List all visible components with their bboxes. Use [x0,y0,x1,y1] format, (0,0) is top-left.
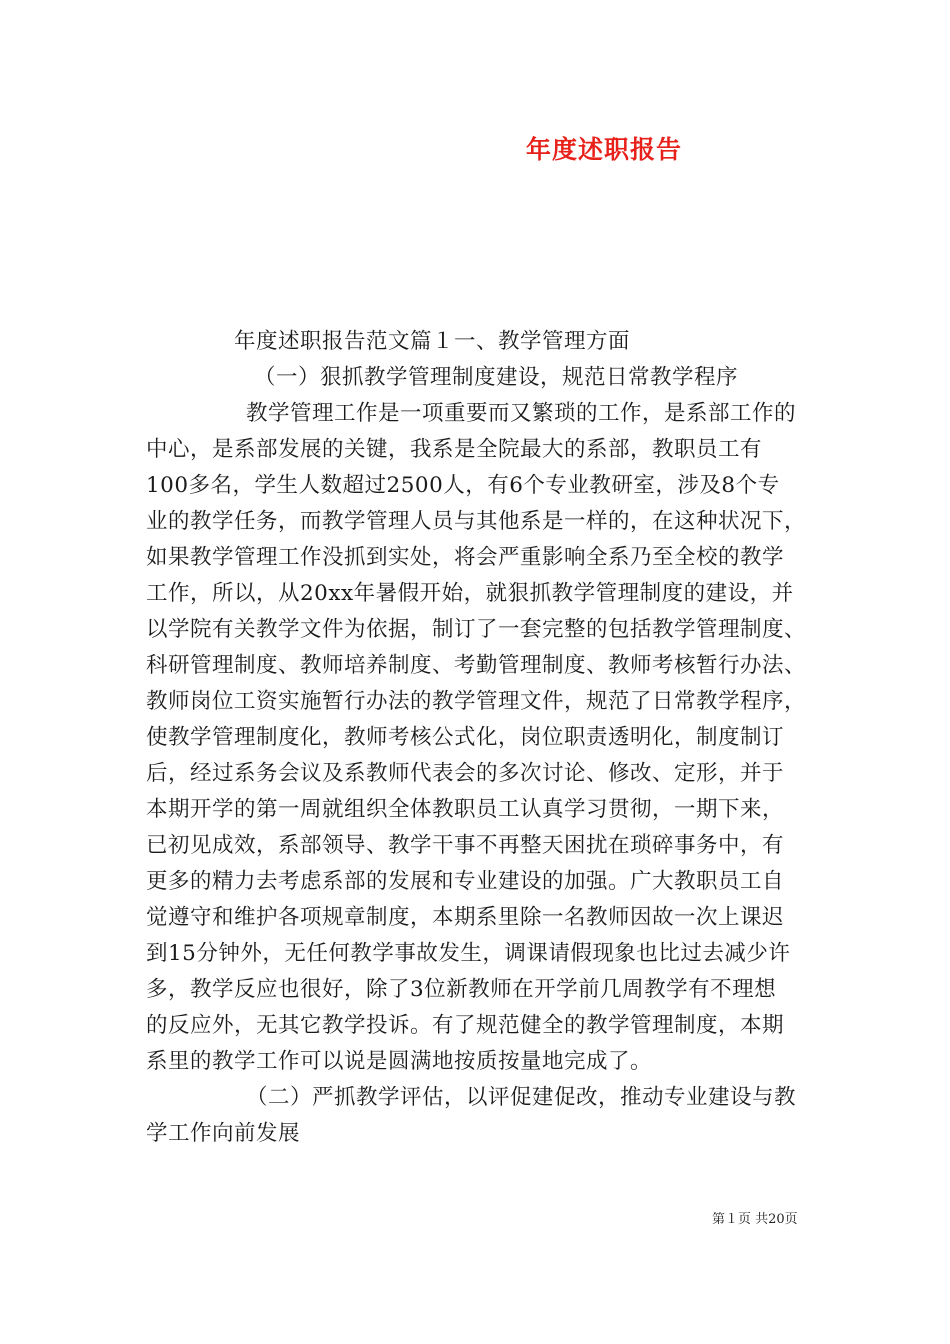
text-line: 年度述职报告范文篇１一、教学管理方面 [234,329,631,354]
text-line: （一）狠抓教学管理制度建设，规范日常教学程序 [254,365,739,390]
text-line: 多，教学反应也很好，除了3位新教师在开学前几周教学有不理想 [146,977,777,1002]
text-line: 的反应外，无其它教学投诉。有了规范健全的教学管理制度，本期 [146,1013,785,1038]
page-number-footer: 第１页 共20页 [712,1212,798,1227]
text-line: 中心，是系部发展的关键，我系是全院最大的系部，教职员工有 [146,437,763,462]
text-line: 使教学管理制度化，教师考核公式化，岗位职责透明化，制度制订 [146,725,785,750]
text-line: 科研管理制度、教师培养制度、考勤管理制度、教师考核暂行办法、 [146,653,807,678]
text-line: 以学院有关教学文件为依据，制订了一套完整的包括教学管理制度、 [146,617,807,642]
text-line: 工作，所以，从20xx年暑假开始，就狠抓教学管理制度的建设，并 [146,581,794,606]
text-line: 100多名，学生人数超过2500人，有6个专业教研室，涉及8个专 [146,473,780,498]
text-line: 如果教学管理工作没抓到实处，将会严重影响全系乃至全校的教学 [146,545,785,570]
text-line: 教学管理工作是一项重要而又繁琐的工作，是系部工作的 [246,401,797,426]
text-line: 教师岗位工资实施暂行办法的教学管理文件，规范了日常教学程序， [146,689,807,714]
text-line: 更多的精力去考虑系部的发展和专业建设的加强。广大教职员工自 [146,869,785,894]
text-line: （二）严抓教学评估，以评促建促改，推动专业建设与教 [246,1085,797,1110]
text-line: 本期开学的第一周就组织全体教职员工认真学习贯彻，一期下来， [146,797,785,822]
text-line: 觉遵守和维护各项规章制度，本期系里除一名教师因故一次上课迟 [146,905,785,930]
text-line: 到15分钟外，无任何教学事故发生，调课请假现象也比过去减少许 [146,941,791,966]
text-line: 已初见成效，系部领导、教学干事不再整天困扰在琐碎事务中，有 [146,833,785,858]
text-line: 后，经过系务会议及系教师代表会的多次讨论、修改、定形，并于 [146,761,785,786]
text-line: 学工作向前发展 [146,1121,301,1146]
page-title: 年度述职报告 [526,135,683,164]
text-line: 系里的教学工作可以说是圆满地按质按量地完成了。 [146,1049,653,1074]
text-line: 业的教学任务，而教学管理人员与其他系是一样的，在这种状况下， [146,509,807,534]
